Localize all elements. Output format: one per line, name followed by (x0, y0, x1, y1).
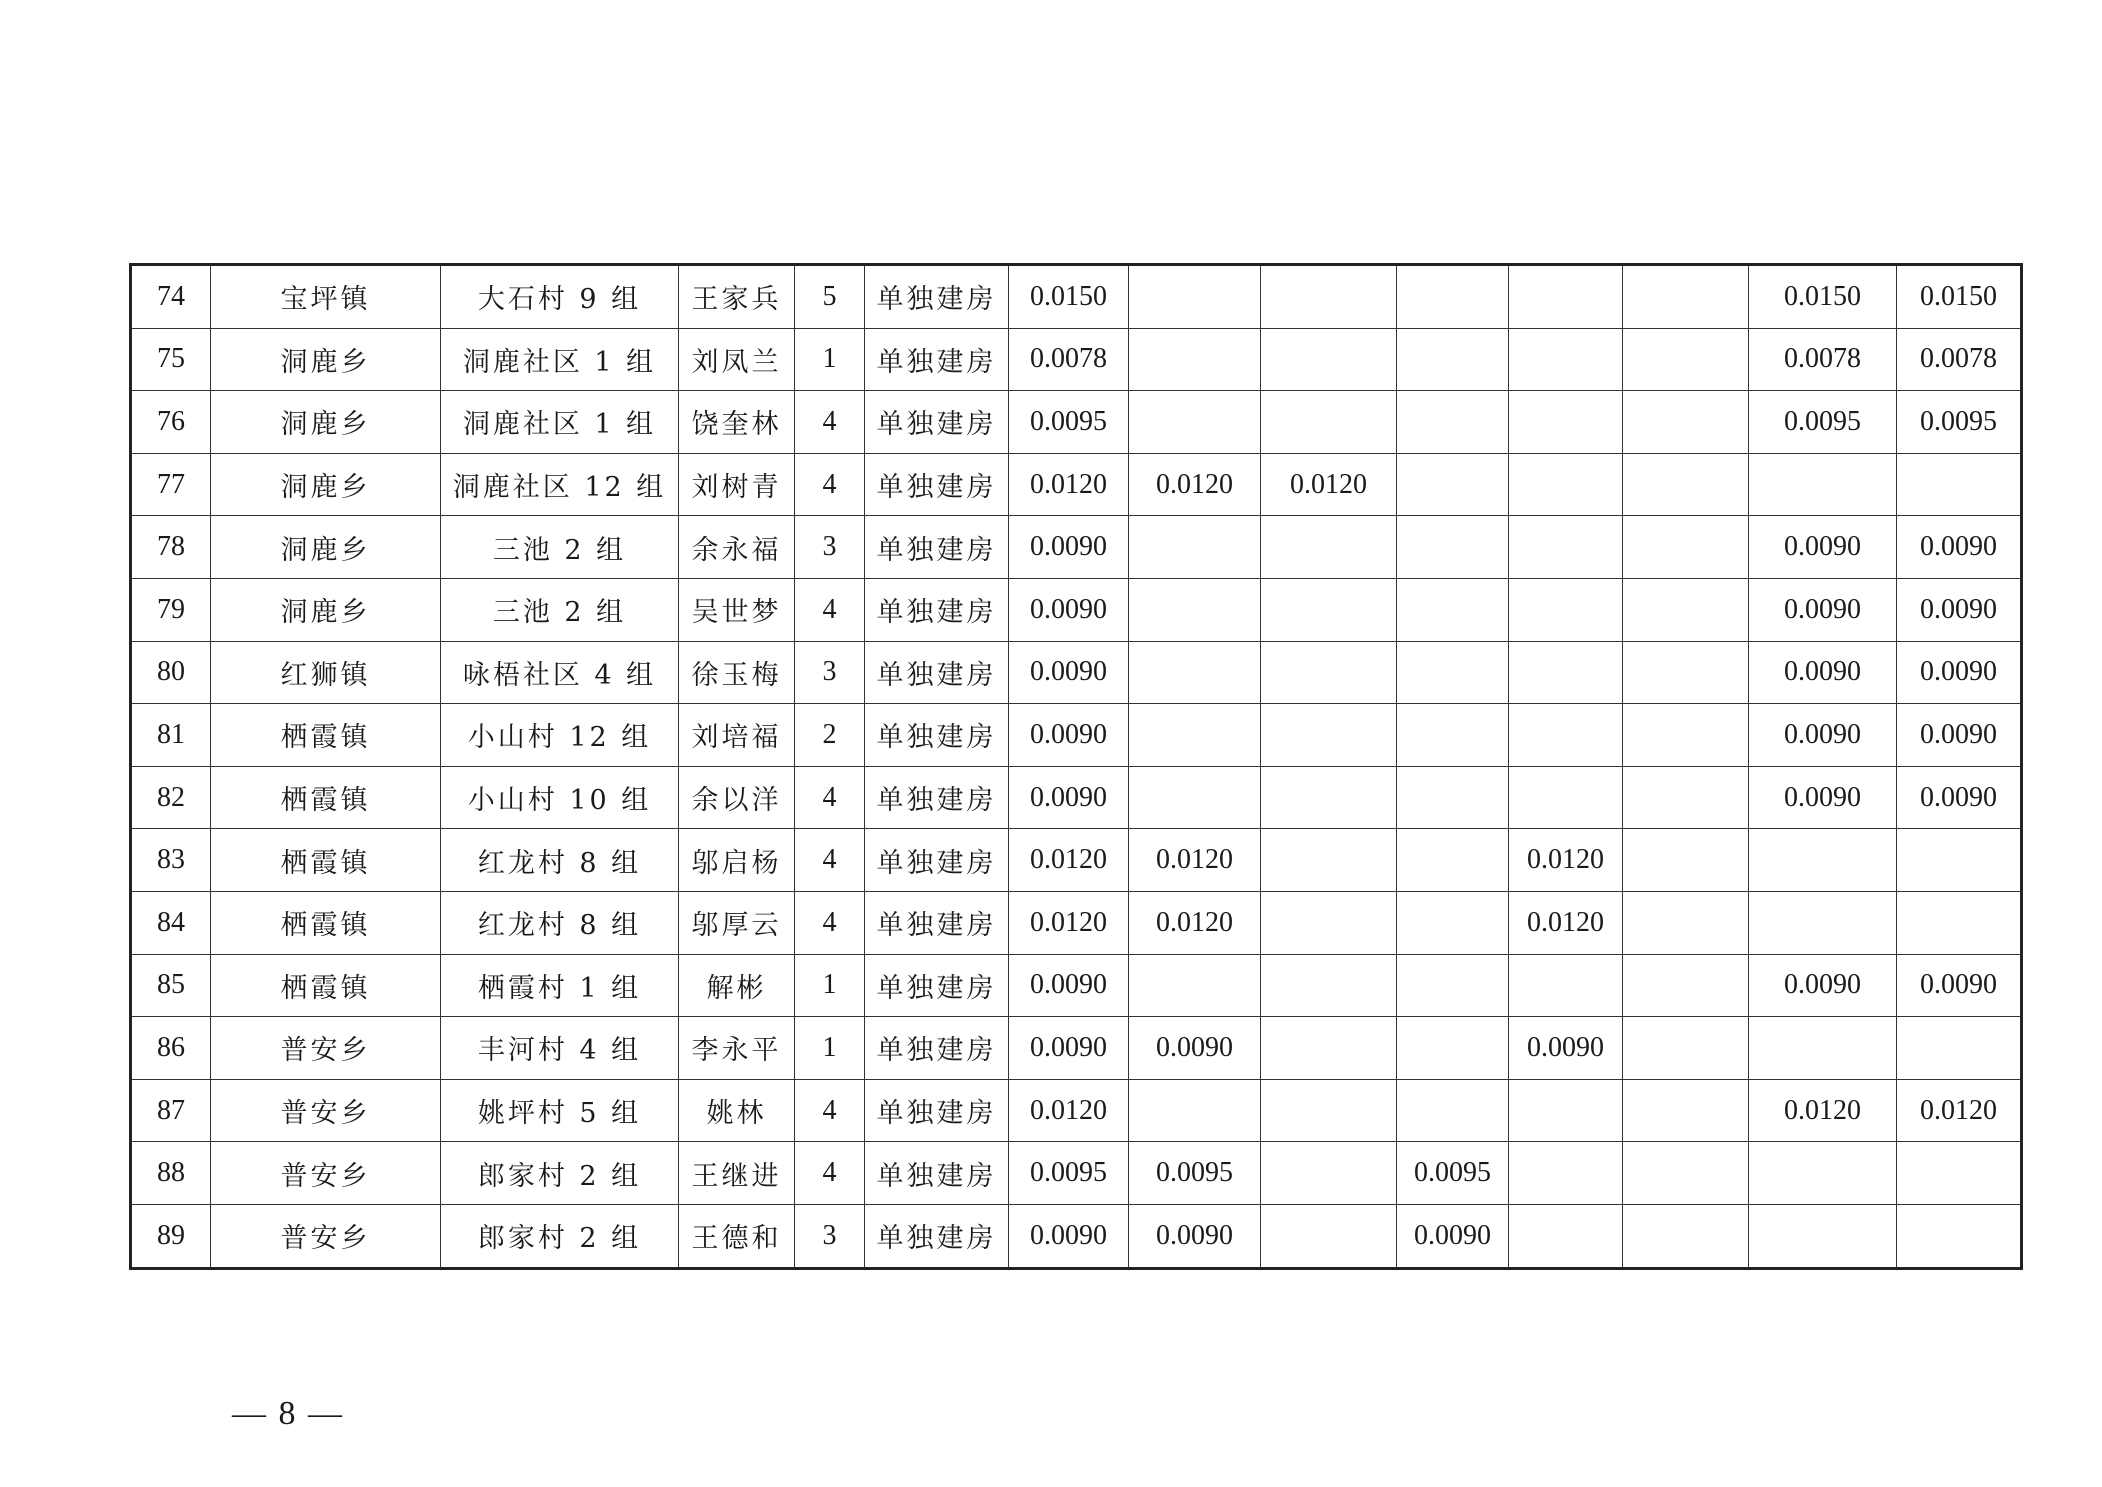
table-cell: 0.0090 (1749, 954, 1897, 1017)
table-cell (1397, 1017, 1509, 1080)
table-cell: 单独建房 (865, 641, 1009, 704)
table-cell: 0.0090 (1009, 1204, 1129, 1268)
table-cell (1129, 391, 1261, 454)
table-cell (1129, 641, 1261, 704)
table-cell (1129, 766, 1261, 829)
table-cell: 洞鹿乡 (211, 391, 441, 454)
table-cell: 0.0120 (1129, 829, 1261, 892)
table-cell: 单独建房 (865, 704, 1009, 767)
table-cell (1129, 704, 1261, 767)
table-cell (1509, 1204, 1623, 1268)
table-cell (1397, 328, 1509, 391)
table-cell: 洞鹿社区 1 组 (441, 391, 679, 454)
table-cell (1897, 1017, 2022, 1080)
table-row (131, 829, 2022, 892)
table-cell: 李永平 (679, 1017, 795, 1080)
table-cell (1897, 829, 2022, 892)
table-cell: 77 (131, 453, 211, 516)
table-row (131, 453, 2022, 516)
table-cell (1623, 265, 1749, 329)
table-cell (1261, 1079, 1397, 1142)
table-cell: 0.0095 (1129, 1142, 1261, 1205)
table-cell: 邬启杨 (679, 829, 795, 892)
table-cell: 0.0095 (1397, 1142, 1509, 1205)
table-cell: 普安乡 (211, 1017, 441, 1080)
table-cell (1261, 265, 1397, 329)
table-cell: 三池 2 组 (441, 516, 679, 579)
table-cell (1749, 829, 1897, 892)
table-cell: 0.0078 (1749, 328, 1897, 391)
table-cell (1261, 1017, 1397, 1080)
table-row (131, 1142, 2022, 1205)
table-cell (1397, 829, 1509, 892)
table-cell: 0.0120 (1129, 891, 1261, 954)
table-cell (1509, 954, 1623, 1017)
table-cell: 76 (131, 391, 211, 454)
table-cell (1261, 578, 1397, 641)
table-row (131, 1017, 2022, 1080)
table-cell (1129, 516, 1261, 579)
table-cell: 3 (795, 1204, 865, 1268)
table-row (131, 954, 2022, 1017)
table-cell (1397, 954, 1509, 1017)
table-cell: 0.0090 (1009, 578, 1129, 641)
table-cell: 0.0090 (1749, 516, 1897, 579)
table-cell: 0.0090 (1009, 766, 1129, 829)
table-cell: 89 (131, 1204, 211, 1268)
table-cell: 红龙村 8 组 (441, 891, 679, 954)
table-cell: 86 (131, 1017, 211, 1080)
table-cell: 0.0090 (1897, 578, 2022, 641)
table-cell (1509, 453, 1623, 516)
table-cell: 4 (795, 453, 865, 516)
table-cell (1623, 1079, 1749, 1142)
table-cell (1129, 328, 1261, 391)
table-cell: 0.0120 (1009, 891, 1129, 954)
table-cell (1129, 1079, 1261, 1142)
table-cell (1749, 1204, 1897, 1268)
table-cell: 大石村 9 组 (441, 265, 679, 329)
table-cell (1397, 766, 1509, 829)
table-cell: 姚林 (679, 1079, 795, 1142)
page-number: — 8 — (232, 1395, 344, 1432)
table-cell: 洞鹿乡 (211, 516, 441, 579)
table-cell: 普安乡 (211, 1204, 441, 1268)
table-cell: 解彬 (679, 954, 795, 1017)
table-cell: 0.0120 (1261, 453, 1397, 516)
table-cell (1509, 265, 1623, 329)
table-cell (1509, 328, 1623, 391)
table-cell (1397, 265, 1509, 329)
table-cell (1623, 391, 1749, 454)
table-cell: 郎家村 2 组 (441, 1204, 679, 1268)
table-cell (1897, 891, 2022, 954)
table-cell: 洞鹿社区 12 组 (441, 453, 679, 516)
table-cell (1897, 453, 2022, 516)
table-cell: 洞鹿社区 1 组 (441, 328, 679, 391)
table-row (131, 516, 2022, 579)
table-cell: 78 (131, 516, 211, 579)
table-cell (1509, 766, 1623, 829)
table-row (131, 704, 2022, 767)
table-cell: 0.0090 (1129, 1017, 1261, 1080)
table-cell: 4 (795, 1079, 865, 1142)
table-cell: 刘培福 (679, 704, 795, 767)
table-cell: 4 (795, 1142, 865, 1205)
table-cell: 3 (795, 516, 865, 579)
table-cell: 0.0090 (1129, 1204, 1261, 1268)
table-cell: 吴世梦 (679, 578, 795, 641)
table-cell: 0.0090 (1749, 704, 1897, 767)
table-cell: 单独建房 (865, 516, 1009, 579)
table-cell (1397, 891, 1509, 954)
table-cell: 姚坪村 5 组 (441, 1079, 679, 1142)
table-cell: 0.0090 (1009, 1017, 1129, 1080)
table-cell (1897, 1204, 2022, 1268)
table-cell (1623, 1017, 1749, 1080)
table-cell: 1 (795, 954, 865, 1017)
table-cell: 0.0090 (1897, 954, 2022, 1017)
table-cell (1261, 1142, 1397, 1205)
table-row (131, 641, 2022, 704)
table-cell: 单独建房 (865, 766, 1009, 829)
table-cell: 0.0095 (1749, 391, 1897, 454)
table-cell: 0.0120 (1749, 1079, 1897, 1142)
table-cell: 0.0090 (1009, 704, 1129, 767)
table-cell: 单独建房 (865, 1142, 1009, 1205)
table-row (131, 766, 2022, 829)
table-cell: 0.0120 (1129, 453, 1261, 516)
table-cell: 单独建房 (865, 391, 1009, 454)
table-cell: 0.0150 (1749, 265, 1897, 329)
table-cell (1623, 829, 1749, 892)
table-cell: 3 (795, 641, 865, 704)
table-cell (1261, 641, 1397, 704)
table-cell (1623, 704, 1749, 767)
table-cell: 0.0090 (1509, 1017, 1623, 1080)
table-cell (1129, 265, 1261, 329)
table-cell: 0.0078 (1897, 328, 2022, 391)
table-cell (1397, 578, 1509, 641)
table-cell (1509, 516, 1623, 579)
table-cell (1261, 704, 1397, 767)
table-cell: 单独建房 (865, 954, 1009, 1017)
land-use-table (129, 263, 2023, 1270)
table-cell: 单独建房 (865, 829, 1009, 892)
table-cell: 单独建房 (865, 891, 1009, 954)
table-cell: 1 (795, 1017, 865, 1080)
table-cell (1261, 328, 1397, 391)
table-cell: 0.0150 (1897, 265, 2022, 329)
table-row (131, 391, 2022, 454)
table-cell (1397, 516, 1509, 579)
table-cell: 0.0090 (1749, 641, 1897, 704)
table-cell: 王继进 (679, 1142, 795, 1205)
table-cell: 0.0090 (1009, 954, 1129, 1017)
table-cell: 81 (131, 704, 211, 767)
table-cell: 单独建房 (865, 453, 1009, 516)
table-cell (1623, 578, 1749, 641)
table-cell: 余永福 (679, 516, 795, 579)
table-cell: 普安乡 (211, 1142, 441, 1205)
table-cell (1509, 391, 1623, 454)
table-cell: 0.0095 (1009, 391, 1129, 454)
table-cell: 74 (131, 265, 211, 329)
table-row (131, 265, 2022, 329)
table-body (131, 265, 2022, 1269)
table-cell (1397, 641, 1509, 704)
table-cell (1261, 766, 1397, 829)
table-cell (1129, 954, 1261, 1017)
table-cell: 84 (131, 891, 211, 954)
table-cell (1261, 891, 1397, 954)
table-cell (1623, 328, 1749, 391)
table-cell (1509, 704, 1623, 767)
table-cell (1261, 829, 1397, 892)
table-cell: 0.0095 (1009, 1142, 1129, 1205)
table-cell: 王家兵 (679, 265, 795, 329)
table-cell (1623, 1142, 1749, 1205)
table-cell: 小山村 12 组 (441, 704, 679, 767)
table-cell (1749, 1017, 1897, 1080)
table-cell: 饶奎林 (679, 391, 795, 454)
table-cell: 0.0090 (1749, 578, 1897, 641)
table-cell: 单独建房 (865, 578, 1009, 641)
table-cell (1261, 954, 1397, 1017)
table-cell (1397, 453, 1509, 516)
table-cell: 郎家村 2 组 (441, 1142, 679, 1205)
table-cell: 单独建房 (865, 1204, 1009, 1268)
table-cell (1897, 1142, 2022, 1205)
table-cell (1749, 891, 1897, 954)
table-cell: 4 (795, 766, 865, 829)
table-cell: 82 (131, 766, 211, 829)
table-row (131, 891, 2022, 954)
table-cell (1261, 391, 1397, 454)
table-cell: 0.0120 (1509, 891, 1623, 954)
table-cell (1623, 453, 1749, 516)
table-cell: 79 (131, 578, 211, 641)
table-cell: 80 (131, 641, 211, 704)
table-cell: 宝坪镇 (211, 265, 441, 329)
table-cell (1261, 1204, 1397, 1268)
table-cell: 丰河村 4 组 (441, 1017, 679, 1080)
table-cell: 单独建房 (865, 1017, 1009, 1080)
table-cell: 三池 2 组 (441, 578, 679, 641)
table-cell: 栖霞镇 (211, 954, 441, 1017)
table-cell: 1 (795, 328, 865, 391)
table-cell (1749, 1142, 1897, 1205)
table-cell: 咏梧社区 4 组 (441, 641, 679, 704)
table-cell: 87 (131, 1079, 211, 1142)
table-cell: 红龙村 8 组 (441, 829, 679, 892)
table-cell: 单独建房 (865, 265, 1009, 329)
table-cell: 0.0090 (1897, 641, 2022, 704)
table-cell: 0.0095 (1897, 391, 2022, 454)
table-cell: 栖霞镇 (211, 891, 441, 954)
table-cell: 75 (131, 328, 211, 391)
table-cell: 83 (131, 829, 211, 892)
table-cell: 红狮镇 (211, 641, 441, 704)
table-cell: 邬厚云 (679, 891, 795, 954)
table-cell: 4 (795, 391, 865, 454)
table-cell: 4 (795, 891, 865, 954)
table-cell (1509, 1142, 1623, 1205)
table-cell (1509, 641, 1623, 704)
table-cell: 普安乡 (211, 1079, 441, 1142)
table-row (131, 1204, 2022, 1268)
table-cell: 0.0090 (1897, 704, 2022, 767)
table-cell (1129, 578, 1261, 641)
table-cell (1623, 891, 1749, 954)
table-cell: 0.0090 (1897, 766, 2022, 829)
table-cell: 4 (795, 578, 865, 641)
table-cell: 栖霞镇 (211, 766, 441, 829)
table-cell: 刘凤兰 (679, 328, 795, 391)
table-cell: 0.0120 (1509, 829, 1623, 892)
table-cell (1623, 516, 1749, 579)
table-cell: 0.0078 (1009, 328, 1129, 391)
table-cell (1397, 704, 1509, 767)
table-cell: 刘树青 (679, 453, 795, 516)
table-cell: 洞鹿乡 (211, 578, 441, 641)
table-cell: 2 (795, 704, 865, 767)
table-cell: 洞鹿乡 (211, 453, 441, 516)
table-cell: 徐玉梅 (679, 641, 795, 704)
table-cell: 0.0120 (1009, 1079, 1129, 1142)
table-cell: 4 (795, 829, 865, 892)
table-cell (1397, 391, 1509, 454)
table-cell: 0.0090 (1749, 766, 1897, 829)
table-cell: 88 (131, 1142, 211, 1205)
table-cell: 0.0120 (1897, 1079, 2022, 1142)
table-cell: 0.0090 (1897, 516, 2022, 579)
table-cell: 小山村 10 组 (441, 766, 679, 829)
table-cell (1623, 641, 1749, 704)
table-cell (1509, 578, 1623, 641)
table-cell (1623, 1204, 1749, 1268)
table-cell: 85 (131, 954, 211, 1017)
table-cell (1623, 766, 1749, 829)
table-cell (1749, 453, 1897, 516)
table-cell: 栖霞镇 (211, 704, 441, 767)
table-cell: 5 (795, 265, 865, 329)
table-cell: 洞鹿乡 (211, 328, 441, 391)
table-cell: 栖霞镇 (211, 829, 441, 892)
table-cell: 0.0120 (1009, 829, 1129, 892)
table-cell: 0.0090 (1009, 516, 1129, 579)
table-cell: 栖霞村 1 组 (441, 954, 679, 1017)
table-cell (1509, 1079, 1623, 1142)
table-cell (1261, 516, 1397, 579)
table-cell (1623, 954, 1749, 1017)
table-cell: 0.0120 (1009, 453, 1129, 516)
table-cell: 0.0090 (1009, 641, 1129, 704)
table-row (131, 328, 2022, 391)
table-cell (1397, 1079, 1509, 1142)
table-row (131, 1079, 2022, 1142)
table-cell: 单独建房 (865, 328, 1009, 391)
table-cell: 0.0090 (1397, 1204, 1509, 1268)
table-row (131, 578, 2022, 641)
table-cell: 0.0150 (1009, 265, 1129, 329)
table-cell: 王德和 (679, 1204, 795, 1268)
table-cell: 单独建房 (865, 1079, 1009, 1142)
table-cell: 余以洋 (679, 766, 795, 829)
